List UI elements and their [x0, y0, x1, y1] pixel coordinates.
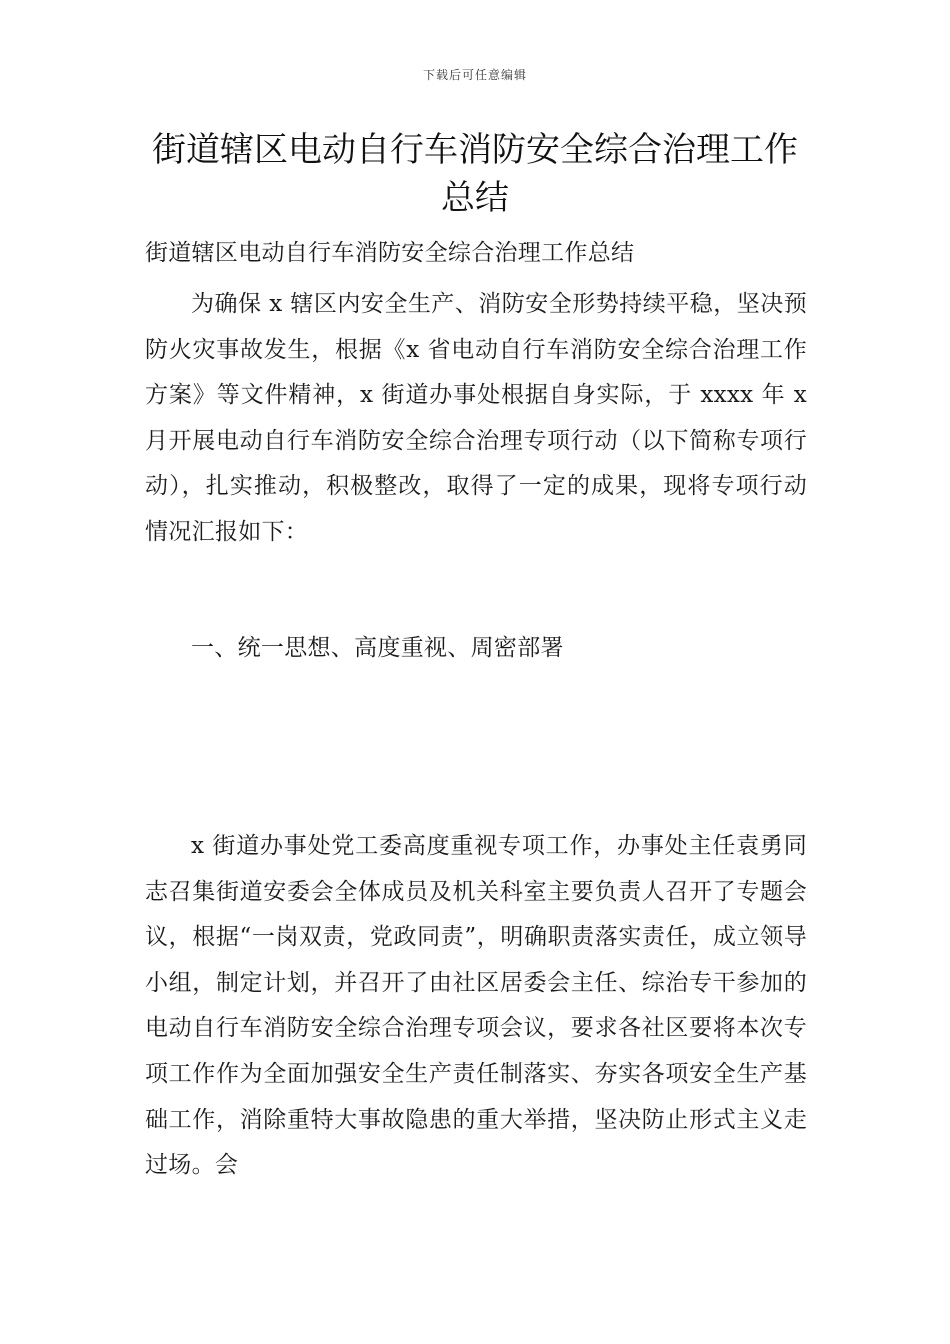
paragraph-intro: 为确保 x 辖区内安全生产、消防安全形势持续平稳，坚决预防火灾事故发生，根据《x 省电动自行车消防安全综合治理工作方案》等文件精神，x 街道办事处根据自身实际，于 xxxx 年 x 月开展电动自行车消防安全综合治理专项行动（以下简称专项行动），扎实推动，积极整改，取得了一定的成果，现将专项行动情况汇报如下： [145, 291, 807, 545]
document-subtitle: 街道辖区电动自行车消防安全综合治理工作总结 [145, 240, 635, 266]
section-heading-1: 一、统一思想、高度重视、周密部署 [191, 635, 564, 661]
header-note: 下载后可任意编辑 [422, 68, 527, 82]
document-title: 街道辖区电动自行车消防安全综合治理工作总结 [152, 130, 798, 218]
paragraph-section-1: x 街道办事处党工委高度重视专项工作，办事处主任袁勇同志召集街道安委会全体成员及机关科室主要负责人召开了专题会议，根据“一岗双责，党政同责”，明确职责落实责任，成立领导小组，制定计划，并召开了由社区居委会主任、综治专干参加的电动自行车消防安全综合治理专项会议，要求各社区要将本次专项工作作为全面加强安全生产责任制落实、夯实各项安全生产基础工作，消除重特大事故隐患的重大举措，坚决防止形式主义走过场。会 [145, 833, 807, 1179]
